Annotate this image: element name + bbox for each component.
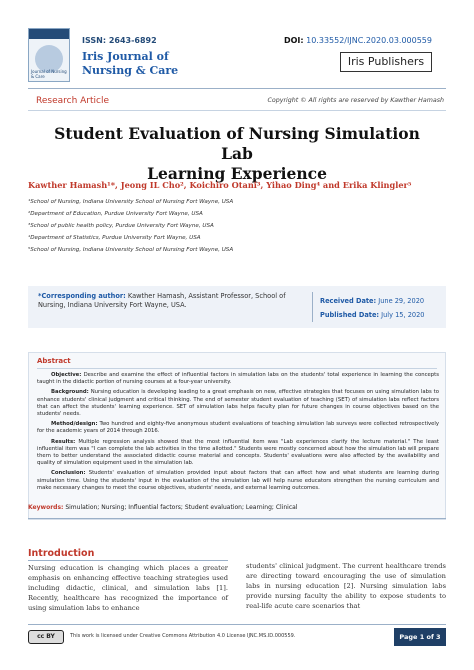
- cover-band: [29, 29, 69, 39]
- copyright-line: Copyright © All rights are reserved by Kawther Hamash: [267, 97, 444, 104]
- box-divider: [312, 292, 313, 322]
- results-text: Multiple regression analysis showed that the most influential item was "Lab experiences clarify the lecture material." The least influential item was "I can complete the lab activities in the time allotted." Students were mostly concerned about how the simulation lab will prepare them to better understand the associated didactic course material and concepts. Students' evaluations were also affected by the availability and quality of simulation equipment used in the simulation lab.: [37, 438, 439, 467]
- keywords-divider: [28, 518, 446, 519]
- journal-title[interactable]: [82, 50, 178, 78]
- correspondence-box: [28, 286, 446, 328]
- article-type: Research Article: [36, 96, 110, 106]
- affiliation-2: ²Department of Education, Purdue University Fort Wayne, USA: [28, 211, 203, 217]
- published-value: July 15, 2020: [379, 311, 425, 319]
- conclusion-text: Students' evaluation of simulation provided input about factors that can affect how and what students are learning during simulation time. Using the students' input in the evaluation of the simulation lab will help nurse educators strengthen the nursing curriculum and make necessary changes to meet the course objectives, students' needs, and external learning outcomes.: [37, 470, 439, 491]
- published-date: [320, 308, 424, 322]
- publisher-logo[interactable]: Iris Publishers: [340, 52, 432, 72]
- received-date: [320, 294, 424, 308]
- background-label: Background:: [51, 389, 89, 396]
- received-label: Received Date:: [320, 297, 377, 305]
- footer-divider: [28, 624, 446, 625]
- affiliation-1: ¹School of Nursing, Indiana University School of Nursing Fort Wayne, USA: [28, 199, 234, 205]
- abstract-heading: Abstract: [37, 357, 71, 365]
- abstract-box: [28, 352, 446, 520]
- objective-label: Objective:: [51, 372, 82, 378]
- affiliation-5: ⁵School of Nursing, Indiana University School of Nursing Fort Wayne, USA: [28, 247, 234, 253]
- license-note: This work is licensed under Creative Commons Attribution 4.0 License IJNC.MS.ID.000559.: [70, 633, 296, 639]
- published-label: Published Date:: [320, 311, 380, 319]
- introduction-heading: Introduction: [28, 548, 95, 559]
- subheader-divider: [28, 110, 446, 111]
- journal-title-line2: Nursing & Care: [82, 64, 179, 77]
- affiliation-4: ⁴Department of Statistics, Purdue University Fort Wayne, USA: [28, 235, 201, 241]
- method-label: Method/design:: [51, 421, 98, 428]
- keywords: [28, 504, 446, 511]
- header-divider: [28, 88, 446, 89]
- conclusion-label: Conclusion:: [51, 470, 86, 477]
- doi-value: 10.33552/IJNC.2020.03.000559: [306, 36, 432, 45]
- page-number: Page 1 of 3: [394, 628, 446, 646]
- corresponding-text: Kawther Hamash, Assistant Professor, School of Nursing, Indiana University Fort Wayne, USA.: [38, 292, 286, 309]
- cover-caption: Journal of Nursing & Care: [31, 69, 67, 79]
- keywords-text: Simulation; Nursing; Influential factors; Student evaluation; Learning; Clinical: [63, 504, 298, 511]
- abstract-background: [37, 389, 439, 418]
- journal-cover-thumbnail: [28, 28, 70, 82]
- abstract-method: [37, 421, 439, 435]
- affiliations: [28, 196, 428, 256]
- method-text: Two hundred and eighty-five anonymous student evaluations of teaching simulation lab surveys were collected retrospectively for the academic years of 2014 through 2016.: [37, 421, 439, 435]
- abstract-conclusion: [37, 470, 439, 492]
- keywords-label: Keywords:: [28, 504, 64, 511]
- results-label: Results:: [51, 438, 76, 445]
- issn: ISSN: 2643-6892: [82, 36, 157, 45]
- author-list: Kawther Hamash¹*, Jeong IL Cho², Koichiro Otani³, Yihao Ding⁴ and Erika Klingler⁵: [28, 180, 412, 190]
- corresponding-label: *Corresponding author:: [38, 292, 126, 300]
- introduction-divider: [28, 560, 228, 561]
- affiliation-3: ³School of public health policy, Purdue University Fort Wayne, USA: [28, 223, 214, 229]
- journal-header: [0, 0, 474, 88]
- intro-column-right: students' clinical judgment. The current healthcare trends are directing toward encouraging the use of simulation labs in nursing education [2]. Nursing simulation labs provide nursing faculty the ability to expose students to real-life acute care scenarios that: [246, 562, 446, 610]
- received-value: June 29, 2020: [376, 297, 425, 305]
- creative-commons-icon[interactable]: cc BY: [28, 630, 64, 644]
- title-line2: Learning Experience: [147, 164, 327, 183]
- corresponding-author: [38, 292, 288, 310]
- doi-label: DOI:: [283, 36, 304, 45]
- title-line1: Student Evaluation of Nursing Simulation Lab: [54, 124, 420, 163]
- article-dates: [320, 294, 424, 322]
- background-text: Nursing education is developing leading to a great emphasis on new, effective strategies that focuses on using simulation labs to enhance students' clinical judgment and critical thinking. The end of semester student evaluation of teaching (SET) of simulation labs reflect factors that can affect the students' learning experience. SET of simulation labs helps faculty plan for future changes in course objectives based on the students' needs.: [37, 389, 439, 418]
- abstract-body: [37, 372, 439, 495]
- abstract-objective: [37, 372, 439, 386]
- intro-column-left: Nursing education is changing which places a greater emphasis on enhancing effective teaching strategies used including didactic, clinical, and simulation labs [1]. Recently, healthcare has recognized the importance of using simulation labs to enhance: [28, 564, 228, 612]
- abstract-results: [37, 439, 439, 468]
- doi[interactable]: [284, 36, 432, 45]
- journal-title-line1: Iris Journal of: [82, 50, 169, 63]
- objective-text: Describe and examine the effect of influential factors in simulation labs on the students' total experience in learning the concepts taught in the didactic portion of nursing courses at a four-year university.: [37, 372, 439, 386]
- article-title: [40, 124, 434, 184]
- abstract-divider: [37, 368, 437, 369]
